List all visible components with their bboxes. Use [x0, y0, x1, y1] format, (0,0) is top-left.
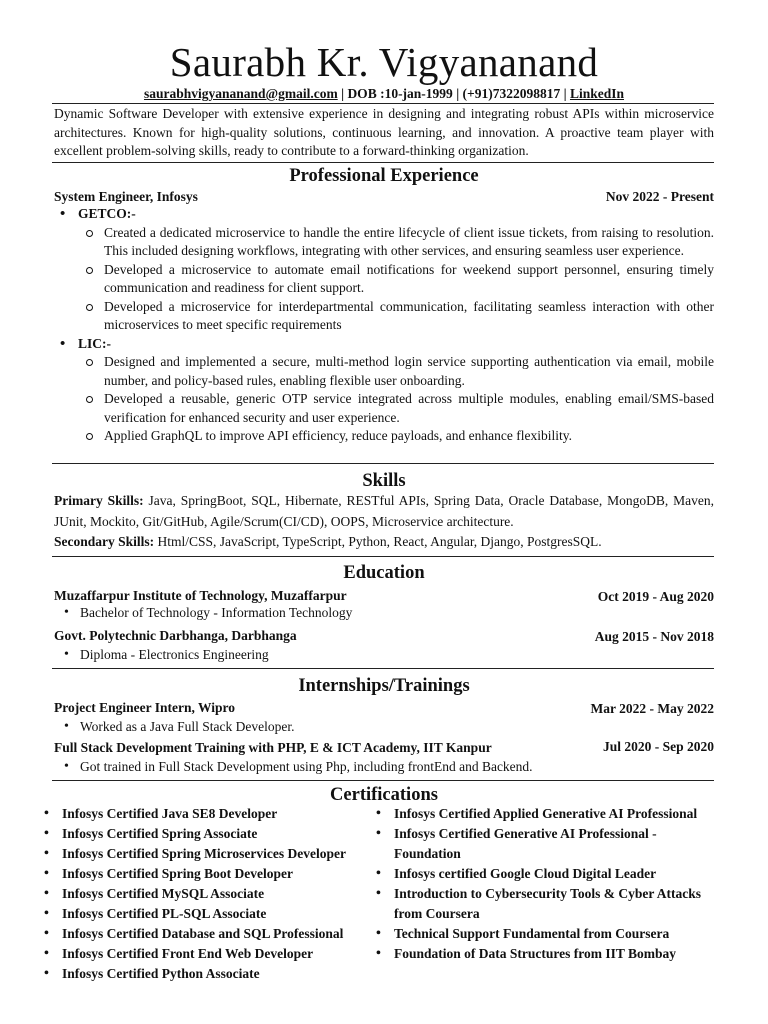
experience-projects	[54, 205, 714, 446]
section-title-education: Education	[343, 563, 425, 583]
list-item: Created a dedicated microservice to handle the entire lifecycle of client issue tickets, from raising to resolution. This included designing workflows, integrating with other services, and ensuring seamless user experience.	[54, 224, 714, 261]
divider	[52, 103, 714, 104]
list-item: • Foundation of Data Structures from IIT Bombay	[376, 944, 706, 964]
list-item: • Infosys Certified Generative AI Professional - Foundation	[376, 824, 706, 864]
internship-dates: Mar 2022 - May 2022	[590, 701, 714, 716]
list-item: Developed a microservice to automate email notifications for weekend support personnel, ensuring timely communication and readiness for client support.	[54, 261, 714, 298]
project-points	[54, 224, 714, 335]
project-name: • LIC:-	[54, 335, 714, 354]
job-title: System Engineer, Infosys	[54, 189, 198, 204]
summary: Dynamic Software Developer with extensive experience in designing and integrating robust APIs within microservice architectures. Known for high-quality solutions, continuous learning, and innovation. A proactive team player with excellent problem-solving skills, ready to contribute to a forward-thinking organization.	[54, 106, 714, 158]
list-item: • Technical Support Fundamental from Coursera	[376, 924, 706, 944]
section-title-skills: Skills	[362, 471, 406, 491]
list-item: Developed a microservice for interdepartmental communication, facilitating seamless interaction with other microservices to meet specific requirements	[54, 298, 714, 335]
internship-detail: • Got trained in Full Stack Development using Php, including frontEnd and Backend.	[54, 758, 533, 776]
secondary-skills-label: Secondary Skills:	[54, 534, 155, 549]
job-dates: Nov 2022 - Present	[605, 189, 714, 204]
certifications-right-list	[376, 804, 706, 964]
primary-skills-list: Java, SpringBoot, SQL, Hibernate, RESTful APIs, Spring Data, Oracle Database, MongoDB, Maven, JUnit, Mockito, Git/GitHub, Agile/Scrum(CI/CD), OOPS, Microservice architecture.	[54, 493, 714, 529]
phone: (+91)7322098817	[462, 86, 561, 101]
list-item: • Infosys Certified Front End Web Developer	[44, 944, 374, 964]
school-dates: Aug 2015 - Nov 2018	[594, 629, 714, 644]
list-item: • Infosys Certified Spring Microservices Developer	[44, 844, 374, 864]
separator: |	[452, 86, 463, 101]
divider	[52, 780, 714, 781]
degree: • Bachelor of Technology - Information Technology	[54, 604, 352, 622]
separator: |	[560, 86, 570, 101]
primary-skills-label: Primary Skills:	[54, 493, 144, 508]
divider	[52, 162, 714, 163]
candidate-name: Saurabh Kr. Vigyananand	[169, 39, 599, 85]
internship-detail: • Worked as a Java Full Stack Developer.	[54, 718, 294, 736]
section-title-certifications: Certifications	[330, 785, 438, 805]
list-item: • Infosys Certified Spring Boot Developer	[44, 864, 374, 884]
primary-skills	[54, 491, 714, 532]
secondary-skills	[54, 532, 714, 553]
secondary-skills-list: Html/CSS, JavaScript, TypeScript, Python, React, Angular, Django, PostgresSQL.	[154, 534, 602, 549]
list-item: • Introduction to Cybersecurity Tools & Cyber Attacks from Coursera	[376, 884, 706, 924]
section-title-internships: Internships/Trainings	[298, 676, 470, 696]
linkedin-link[interactable]: LinkedIn	[569, 86, 625, 101]
divider	[52, 463, 714, 464]
dob: DOB :10-jan-1999	[347, 86, 453, 101]
school-name: Muzaffarpur Institute of Technology, Muzaffarpur	[54, 588, 347, 603]
list-item: • Infosys Certified Java SE8 Developer	[44, 804, 374, 824]
school-name: Govt. Polytechnic Darbhanga, Darbhanga	[54, 628, 297, 643]
internship-role: Full Stack Development Training with PHP, E & ICT Academy, IIT Kanpur	[54, 740, 492, 755]
project-name: • GETCO:-	[54, 205, 714, 224]
list-item: Designed and implemented a secure, multi-method login service supporting authentication via email, mobile number, and policy-based rules, enabling flexible user onboarding.	[54, 353, 714, 390]
contact-line	[0, 85, 768, 103]
internship-dates: Jul 2020 - Sep 2020	[602, 739, 714, 754]
project-points	[54, 353, 714, 446]
separator: |	[337, 86, 348, 101]
list-item: Developed a reusable, generic OTP service integrated across multiple modules, enabling email/SMS-based verification for enhanced security and user experience.	[54, 390, 714, 427]
divider	[52, 668, 714, 669]
list-item: • Infosys Certified Database and SQL Professional	[44, 924, 374, 944]
list-item: Applied GraphQL to improve API efficiency, reduce payloads, and enhance flexibility.	[54, 427, 714, 446]
list-item: • Infosys certified Google Cloud Digital Leader	[376, 864, 706, 884]
list-item: • Infosys Certified Spring Associate	[44, 824, 374, 844]
list-item: • Infosys Certified Python Associate	[44, 964, 374, 984]
list-item: • Infosys Certified Applied Generative AI Professional	[376, 804, 706, 824]
degree: • Diploma - Electronics Engineering	[54, 646, 269, 664]
section-title-experience: Professional Experience	[289, 166, 479, 186]
internship-role: Project Engineer Intern, Wipro	[54, 700, 235, 715]
divider	[52, 556, 714, 557]
skills-block	[54, 491, 714, 553]
list-item: • Infosys Certified PL-SQL Associate	[44, 904, 374, 924]
school-dates: Oct 2019 - Aug 2020	[597, 589, 714, 604]
list-item: • Infosys Certified MySQL Associate	[44, 884, 374, 904]
certifications-left-list	[44, 804, 374, 984]
email-link[interactable]: saurabhvigyananand@gmail.com	[143, 86, 338, 101]
